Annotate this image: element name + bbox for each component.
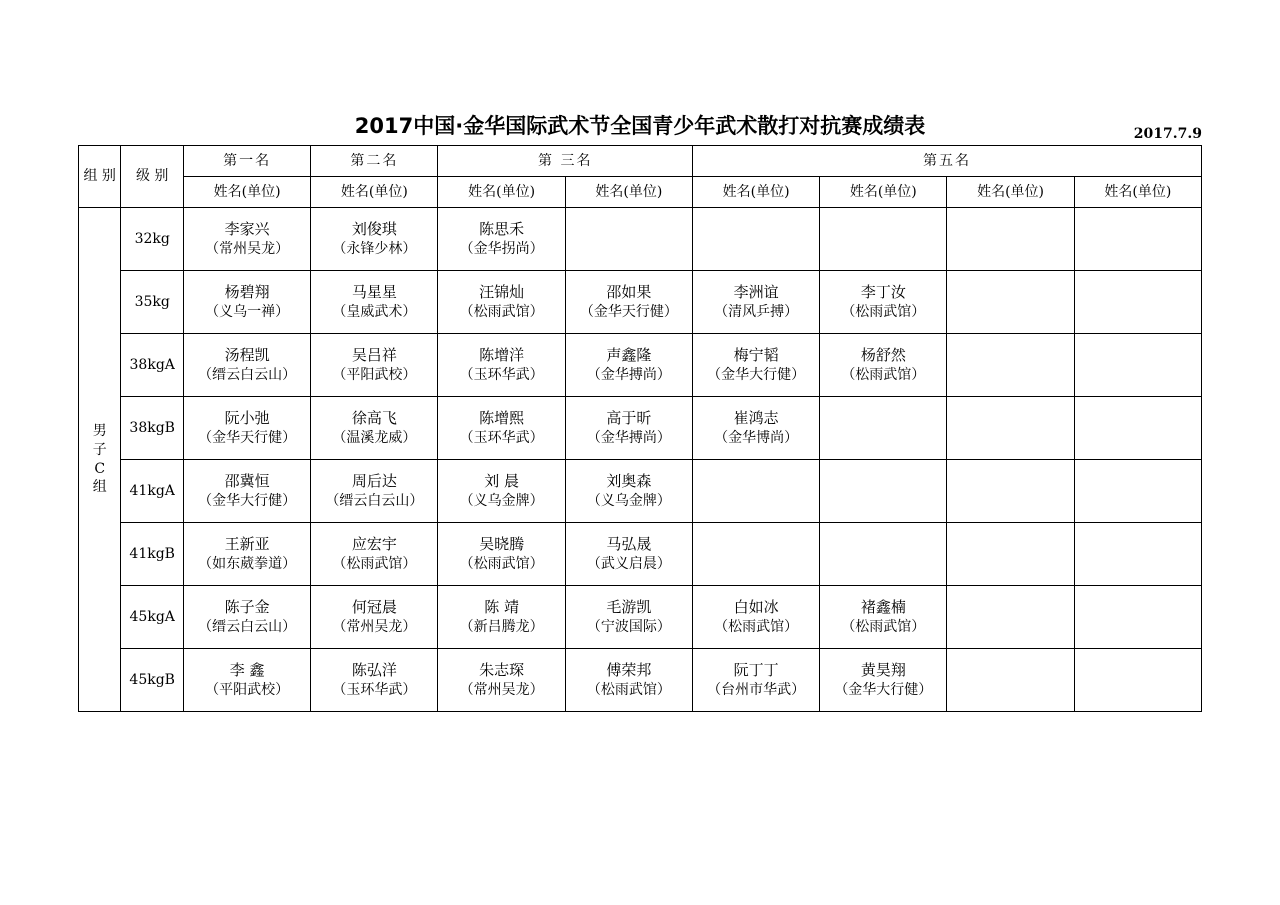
athlete-unit: （常州吴龙） [205, 240, 290, 257]
result-cell [438, 649, 565, 712]
athlete-name: 杨舒然 [860, 346, 906, 365]
athlete-unit: （如东葳拳道） [198, 555, 297, 572]
result-cell [947, 334, 1074, 397]
athlete-name: 吴吕祥 [351, 346, 397, 365]
table-row [79, 271, 1202, 334]
group-label-line-3: C [94, 460, 106, 477]
header-rank-5: 第五名 [692, 146, 1201, 177]
result-cell [692, 334, 819, 397]
header-sub-5: 姓名(单位) [692, 177, 819, 208]
result-cell [1074, 334, 1201, 397]
athlete-name: 阮小弛 [224, 409, 270, 428]
result-cell [438, 523, 565, 586]
result-cell [565, 271, 692, 334]
header-sub-2: 姓名(单位) [311, 177, 438, 208]
athlete-unit: （金华搏尚） [586, 366, 671, 383]
athlete-name: 马弘晟 [606, 535, 652, 554]
result-cell [820, 397, 947, 460]
result-cell [565, 523, 692, 586]
athlete-name: 汤程凯 [224, 346, 270, 365]
athlete-name: 应宏宇 [351, 535, 397, 554]
athlete-unit: （玉环华武） [459, 366, 544, 383]
athlete-unit: （松雨武馆） [459, 555, 544, 572]
athlete-name: 王新亚 [224, 535, 270, 554]
athlete-name: 吴晓腾 [479, 535, 525, 554]
athlete-unit: （义乌金牌） [459, 492, 544, 509]
result-cell [565, 586, 692, 649]
athlete-name: 黄昊翔 [860, 661, 906, 680]
athlete-unit: （玉环华武） [459, 429, 544, 446]
result-cell [184, 397, 311, 460]
result-cell [565, 397, 692, 460]
result-cell [1074, 271, 1201, 334]
result-cell [311, 397, 438, 460]
header-rank-2: 第二名 [311, 146, 438, 177]
result-cell [947, 523, 1074, 586]
weight-class: 45kgB [121, 649, 184, 712]
athlete-unit: （松雨武馆） [841, 618, 926, 635]
header-rank-1: 第一名 [184, 146, 311, 177]
result-cell [947, 649, 1074, 712]
athlete-unit: （金华博尚） [714, 429, 799, 446]
result-cell [692, 649, 819, 712]
athlete-unit: （玉环华武） [332, 681, 417, 698]
group-label-line-4: 组 [92, 479, 107, 496]
result-cell [1074, 208, 1201, 271]
athlete-unit: （金华天行健） [198, 429, 297, 446]
header-sub-7: 姓名(单位) [947, 177, 1074, 208]
athlete-name: 周后达 [351, 472, 397, 491]
athlete-unit: （义乌金牌） [586, 492, 671, 509]
result-cell [311, 208, 438, 271]
result-cell [820, 460, 947, 523]
result-cell [184, 208, 311, 271]
header-group [79, 146, 121, 208]
header-sub-6: 姓名(单位) [820, 177, 947, 208]
result-cell [184, 334, 311, 397]
result-cell [311, 649, 438, 712]
athlete-name: 朱志琛 [479, 661, 525, 680]
athlete-name: 马星星 [351, 283, 397, 302]
result-cell [438, 586, 565, 649]
athlete-name: 刘俊琪 [351, 220, 397, 239]
header-sub-4: 姓名(单位) [565, 177, 692, 208]
result-cell [820, 586, 947, 649]
athlete-unit: （金华天行健） [579, 303, 678, 320]
athlete-unit: （平阳武校） [332, 366, 417, 383]
athlete-name: 陈弘洋 [351, 661, 397, 680]
athlete-unit: （温溪龙威） [332, 429, 417, 446]
athlete-name: 邵冀恒 [224, 472, 270, 491]
result-cell [947, 397, 1074, 460]
result-cell [438, 334, 565, 397]
athlete-name: 梅宁韬 [733, 346, 779, 365]
result-cell [311, 586, 438, 649]
table-row [79, 649, 1202, 712]
result-cell [565, 649, 692, 712]
result-cell [438, 397, 565, 460]
athlete-name: 陈子金 [224, 598, 270, 617]
result-cell [820, 271, 947, 334]
athlete-name: 毛游凯 [606, 598, 652, 617]
athlete-unit: （松雨武馆） [841, 366, 926, 383]
athlete-unit: （松雨武馆） [714, 618, 799, 635]
athlete-unit: （平阳武校） [205, 681, 290, 698]
athlete-unit: （义乌一禅） [205, 303, 290, 320]
result-cell [1074, 460, 1201, 523]
table-row [79, 586, 1202, 649]
result-cell [438, 271, 565, 334]
table-head [79, 146, 1202, 208]
athlete-name: 陈增洋 [479, 346, 525, 365]
result-cell [311, 271, 438, 334]
result-cell [184, 586, 311, 649]
athlete-name: 高于昕 [606, 409, 652, 428]
weight-class: 41kgB [121, 523, 184, 586]
athlete-unit: （金华拐尚） [459, 240, 544, 257]
result-cell [692, 523, 819, 586]
athlete-name: 陈思禾 [479, 220, 525, 239]
result-cell [947, 586, 1074, 649]
header-sub-1: 姓名(单位) [184, 177, 311, 208]
result-cell [184, 460, 311, 523]
result-cell [1074, 649, 1201, 712]
result-cell [438, 208, 565, 271]
athlete-unit: （宁波国际） [586, 618, 671, 635]
athlete-unit: （缙云白云山） [198, 618, 297, 635]
result-cell [184, 271, 311, 334]
result-cell [565, 334, 692, 397]
athlete-name: 杨碧翔 [224, 283, 270, 302]
athlete-name: 声鑫隆 [606, 346, 652, 365]
table-row [79, 523, 1202, 586]
result-cell [1074, 397, 1201, 460]
group-label-line-1: 男 [92, 422, 107, 439]
athlete-name: 白如冰 [733, 598, 779, 617]
athlete-name: 徐高飞 [351, 409, 397, 428]
athlete-name: 陈增熙 [479, 409, 525, 428]
athlete-name: 李 鑫 [229, 661, 265, 680]
athlete-unit: （永锋少林） [332, 240, 417, 257]
result-cell [311, 460, 438, 523]
result-cell [820, 523, 947, 586]
result-cell [565, 208, 692, 271]
athlete-name: 阮丁丁 [733, 661, 779, 680]
weight-class: 41kgA [121, 460, 184, 523]
result-cell [820, 334, 947, 397]
result-cell [820, 649, 947, 712]
athlete-unit: （台州市华武） [707, 681, 806, 698]
result-cell [1074, 586, 1201, 649]
group-label-cell [79, 208, 121, 712]
result-cell [565, 460, 692, 523]
header-rank-3: 第 三名 [438, 146, 692, 177]
athlete-name: 李洲谊 [733, 283, 779, 302]
group-label-line-2: 子 [92, 441, 107, 458]
weight-class: 35kg [121, 271, 184, 334]
athlete-unit: （松雨武馆） [459, 303, 544, 320]
result-cell [947, 460, 1074, 523]
athlete-unit: （松雨武馆） [841, 303, 926, 320]
athlete-unit: （金华大行健） [198, 492, 297, 509]
header-sub-8: 姓名(单位) [1074, 177, 1201, 208]
athlete-unit: （金华大行健） [834, 681, 933, 698]
document-date: 2017.7.9 [1133, 126, 1202, 142]
athlete-name: 汪锦灿 [479, 283, 525, 302]
weight-class: 38kgA [121, 334, 184, 397]
header-row-ranks [79, 146, 1202, 177]
athlete-unit: （皇威武术） [332, 303, 417, 320]
result-cell [692, 397, 819, 460]
athlete-unit: （金华大行健） [707, 366, 806, 383]
result-cell [184, 649, 311, 712]
page-title: 2017中国·金华国际武术节全国青少年武术散打对抗赛成绩表 [354, 114, 926, 138]
athlete-name: 刘奥森 [606, 472, 652, 491]
athlete-unit: （松雨武馆） [586, 681, 671, 698]
table-row [79, 460, 1202, 523]
athlete-name: 崔鸿志 [733, 409, 779, 428]
athlete-name: 邵如果 [606, 283, 652, 302]
result-cell [438, 460, 565, 523]
athlete-unit: （常州吴龙） [332, 618, 417, 635]
athlete-unit: （松雨武馆） [332, 555, 417, 572]
weight-class: 45kgA [121, 586, 184, 649]
athlete-name: 刘 晨 [484, 472, 519, 491]
result-cell [311, 523, 438, 586]
athlete-name: 李家兴 [224, 220, 270, 239]
table-body [79, 208, 1202, 712]
header-row-sub [79, 177, 1202, 208]
athlete-unit: （缙云白云山） [198, 366, 297, 383]
result-cell [1074, 523, 1201, 586]
athlete-unit: （金华搏尚） [586, 429, 671, 446]
athlete-name: 褚鑫楠 [860, 598, 906, 617]
athlete-unit: （缙云白云山） [325, 492, 424, 509]
athlete-unit: （新吕腾龙） [459, 618, 544, 635]
table-row [79, 208, 1202, 271]
athlete-name: 陈 靖 [484, 598, 519, 617]
result-cell [692, 208, 819, 271]
result-cell [692, 271, 819, 334]
table-row [79, 397, 1202, 460]
result-cell [820, 208, 947, 271]
result-cell [311, 334, 438, 397]
athlete-unit: （常州吴龙） [459, 681, 544, 698]
header-group-line1: 组 [83, 168, 98, 185]
header-weight: 级 别 [121, 146, 184, 208]
result-cell [692, 586, 819, 649]
result-cell [692, 460, 819, 523]
athlete-name: 傅荣邦 [606, 661, 652, 680]
result-cell [184, 523, 311, 586]
header-group-line2: 别 [101, 168, 116, 185]
weight-class: 32kg [121, 208, 184, 271]
athlete-name: 何冠晨 [351, 598, 397, 617]
athlete-name: 李丁汝 [860, 283, 906, 302]
result-cell [947, 208, 1074, 271]
results-table [78, 145, 1202, 712]
weight-class: 38kgB [121, 397, 184, 460]
athlete-unit: （清风乒搏） [714, 303, 799, 320]
table-row [79, 334, 1202, 397]
athlete-unit: （武义启晨） [586, 555, 671, 572]
header-sub-3: 姓名(单位) [438, 177, 565, 208]
result-cell [947, 271, 1074, 334]
